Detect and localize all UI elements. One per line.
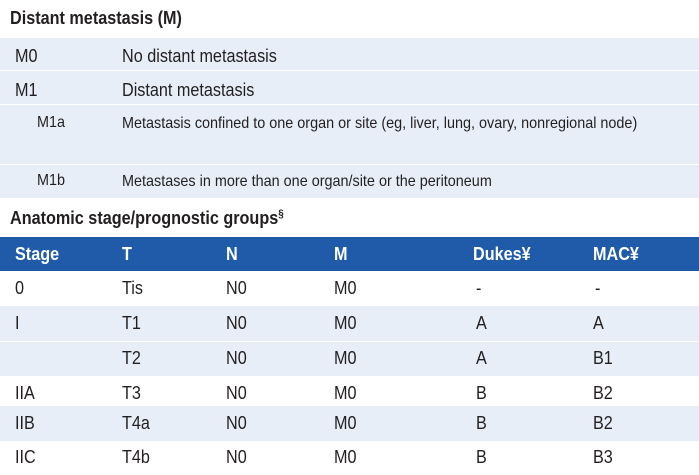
m-code: M0 <box>15 46 38 66</box>
m-desc: Distant metastasis <box>122 80 255 100</box>
staging-table-header <box>0 237 699 271</box>
row-divider <box>0 164 699 165</box>
cell-mac: - <box>595 278 601 298</box>
cell-t: T4a <box>122 413 150 433</box>
cell-n: N0 <box>226 278 247 298</box>
cell-dukes: A <box>476 348 487 368</box>
header-n: N <box>226 244 238 264</box>
staging-section-title <box>10 208 284 229</box>
header-m: M <box>334 244 348 264</box>
cell-t: T3 <box>122 383 141 403</box>
m-sub-code: M1b <box>37 172 66 189</box>
header-dukes: Dukes¥ <box>473 244 531 264</box>
cell-n: N0 <box>226 447 247 467</box>
cell-stage: 0 <box>15 278 25 298</box>
cell-n: N0 <box>226 413 247 433</box>
header-t: T <box>122 244 132 264</box>
cell-t: T1 <box>122 313 141 333</box>
table-row <box>0 440 699 475</box>
cell-m: M0 <box>334 383 357 403</box>
table-row <box>0 271 699 306</box>
m-sub-desc: Metastasis confined to one organ or site (eg, liver, lung, ovary, nonregional node) <box>122 115 638 132</box>
header-stage: Stage <box>15 244 60 264</box>
cell-mac: A <box>593 313 604 333</box>
staging-title-text: Anatomic stage/prognostic groups <box>10 208 279 228</box>
row-divider <box>0 70 699 71</box>
row-divider <box>0 104 699 105</box>
section-mark: § <box>278 208 284 220</box>
cell-stage: I <box>15 313 20 333</box>
table-row <box>0 306 699 341</box>
cell-m: M0 <box>334 447 357 467</box>
cell-m: M0 <box>334 348 357 368</box>
cell-m: M0 <box>334 313 357 333</box>
cell-t: T2 <box>122 348 141 368</box>
m-sub-desc: Metastases in more than one organ/site or the peritoneum <box>122 173 492 190</box>
cell-n: N0 <box>226 313 247 333</box>
cell-mac: B2 <box>593 413 613 433</box>
m-desc: No distant metastasis <box>122 46 277 66</box>
cell-t: Tis <box>122 278 143 298</box>
table-row <box>0 406 699 441</box>
m-sub-code: M1a <box>37 114 66 131</box>
cell-dukes: B <box>476 413 487 433</box>
cell-dukes: B <box>476 447 487 467</box>
cell-m: M0 <box>334 413 357 433</box>
cell-n: N0 <box>226 348 247 368</box>
cell-t: T4b <box>122 447 150 467</box>
table-row <box>0 341 699 376</box>
cell-stage: IIC <box>15 447 36 467</box>
metastasis-section-title <box>10 8 182 29</box>
cell-dukes: - <box>476 278 482 298</box>
cell-mac: B3 <box>593 447 613 467</box>
cell-m: M0 <box>334 278 357 298</box>
header-mac: MAC¥ <box>593 244 639 264</box>
cell-mac: B2 <box>593 383 613 403</box>
cell-dukes: B <box>476 383 487 403</box>
cell-n: N0 <box>226 383 247 403</box>
m-code: M1 <box>15 80 38 100</box>
cell-mac: B1 <box>593 348 613 368</box>
cell-dukes: A <box>476 313 487 333</box>
metastasis-title-text: Distant metastasis (M) <box>10 8 182 28</box>
cell-stage: IIA <box>15 383 35 403</box>
cell-stage: IIB <box>15 413 35 433</box>
